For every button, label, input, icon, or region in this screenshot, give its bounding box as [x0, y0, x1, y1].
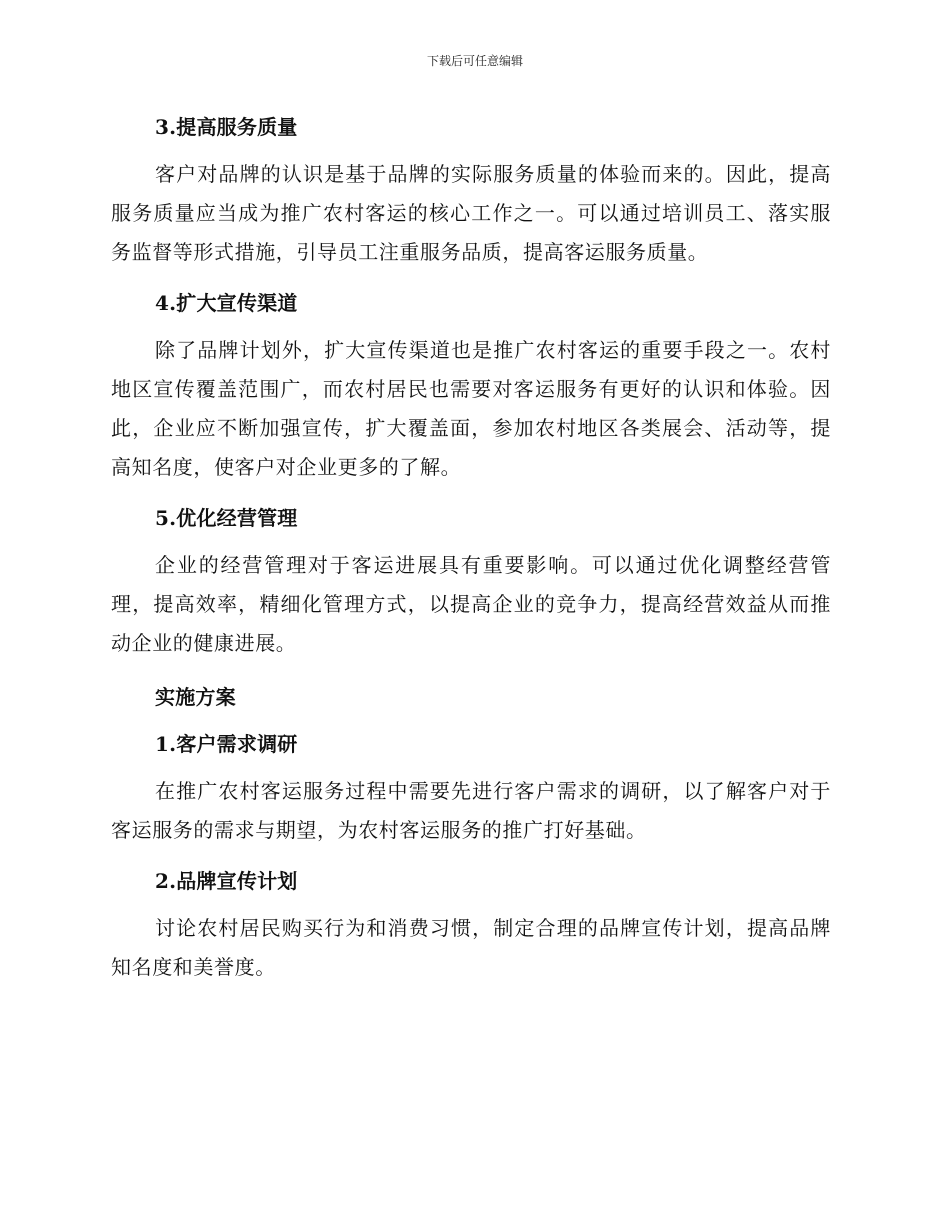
page-header-note: 下载后可任意编辑	[426, 54, 523, 68]
paragraph-management: 企业的经营管理对于客运进展具有重要影响。可以通过优化调整经营管理，提高效率，精细化管理方式，以提高企业的竞争力，提高经营效益从而推动企业的健康进展。	[111, 553, 831, 655]
heading-implementation-plan: 实施方案	[155, 685, 236, 709]
paragraph-brand-plan: 讨论农村居民购买行为和消费习惯，制定合理的品牌宣传计划，提高品牌知名度和美誉度。	[111, 916, 831, 979]
paragraph-publicity-channels: 除了品牌计划外，扩大宣传渠道也是推广农村客运的重要手段之一。农村地区宣传覆盖范围广，而农村居民也需要对客运服务有更好的认识和体验。因此，企业应不断加强宣传，扩大覆盖面，参加农村地区各类展会、活动等，提高知名度，使客户对企业更多的了解。	[111, 338, 831, 479]
heading-brand-publicity-plan: 2.品牌宣传计划	[155, 869, 298, 893]
paragraph-customer-research: 在推广农村客运服务过程中需要先进行客户需求的调研，以了解客户对于客运服务的需求与期望，为农村客运服务的推广打好基础。	[111, 779, 831, 842]
paragraph-service-quality: 客户对品牌的认识是基于品牌的实际服务质量的体验而来的。因此，提高服务质量应当成为推广农村客运的核心工作之一。可以通过培训员工、落实服务监督等形式措施，引导员工注重服务品质，提高客运服务质量。	[111, 162, 831, 264]
document-body	[111, 108, 831, 999]
heading-optimize-management: 5.优化经营管理	[155, 506, 298, 530]
heading-improve-service-quality: 3.提高服务质量	[155, 115, 298, 139]
heading-customer-demand-research: 1.客户需求调研	[155, 732, 298, 756]
heading-expand-publicity-channels: 4.扩大宣传渠道	[155, 291, 298, 315]
